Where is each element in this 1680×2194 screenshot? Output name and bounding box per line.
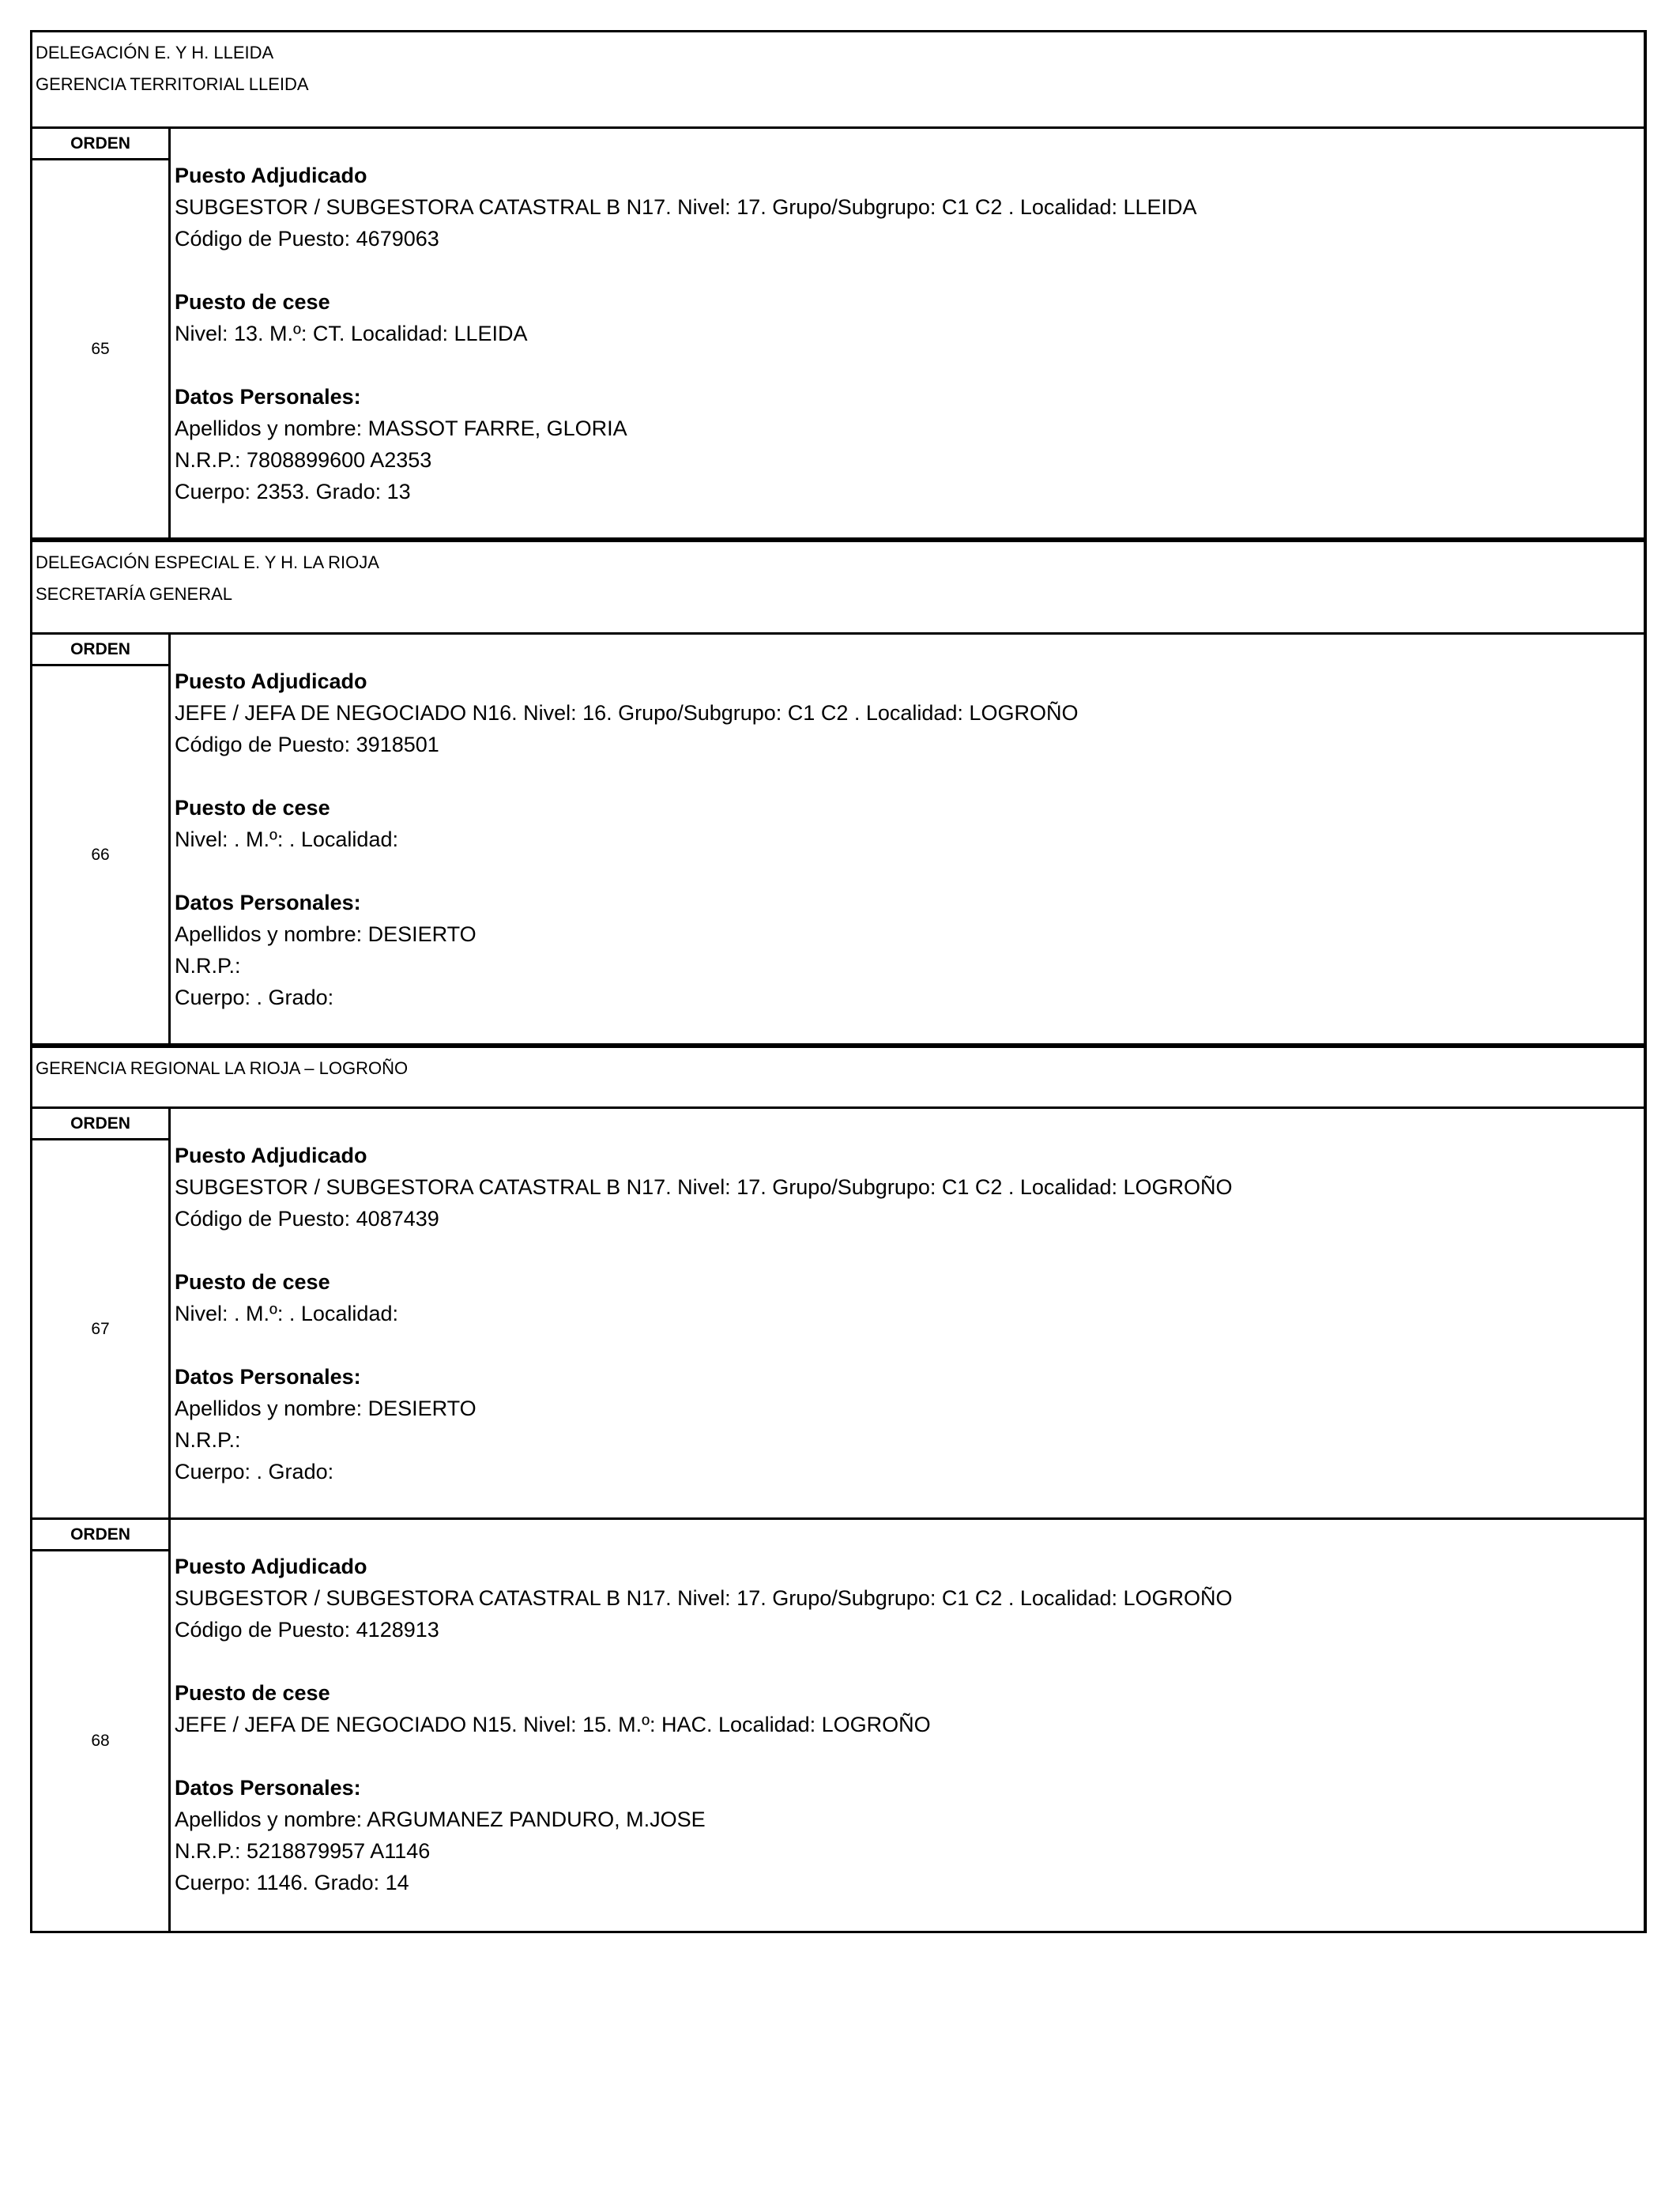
entry-details	[171, 129, 1644, 537]
entry-row	[32, 1109, 1644, 1520]
nrp: N.R.P.: 5218879957 A1146	[175, 1839, 431, 1863]
datos-personales-title: Datos Personales:	[175, 1365, 361, 1389]
puesto-cese-title: Puesto de cese	[175, 1270, 330, 1294]
entry-details	[171, 1520, 1644, 1931]
datos-personales-title: Datos Personales:	[175, 1776, 361, 1800]
apellidos-nombre: Apellidos y nombre: DESIERTO	[175, 922, 477, 946]
puesto-cese-title: Puesto de cese	[175, 1681, 330, 1705]
entry-row	[32, 129, 1644, 540]
adjudication-table	[30, 30, 1647, 1933]
delegation-name: DELEGACIÓN E. Y H. LLEIDA	[36, 43, 274, 62]
puesto-cese-value: JEFE / JEFA DE NEGOCIADO N15. Nivel: 15. M.º: HAC. Localidad: LOGROÑO	[175, 1713, 931, 1736]
orden-label: ORDEN	[32, 635, 168, 666]
orden-label: ORDEN	[32, 129, 168, 160]
puesto-cese-value: Nivel: 13. M.º: CT. Localidad: LLEIDA	[175, 322, 528, 345]
orden-number: 68	[91, 1732, 110, 1750]
puesto-adjudicado-value: SUBGESTOR / SUBGESTORA CATASTRAL B N17. Nivel: 17. Grupo/Subgrupo: C1 C2 . Localidad: LOGROÑO	[175, 1586, 1233, 1610]
orden-number: 66	[91, 845, 110, 864]
nrp: N.R.P.:	[175, 954, 241, 978]
department-name: GERENCIA TERRITORIAL LLEIDA	[36, 74, 309, 94]
puesto-cese-value: Nivel: . M.º: . Localidad:	[175, 827, 398, 851]
orden-label: ORDEN	[32, 1520, 168, 1551]
orden-number: 67	[91, 1319, 110, 1338]
puesto-cese-title: Puesto de cese	[175, 796, 330, 820]
puesto-adjudicado-title: Puesto Adjudicado	[175, 164, 367, 187]
department-name: GERENCIA REGIONAL LA RIOJA – LOGROÑO	[36, 1058, 409, 1078]
codigo-puesto: Código de Puesto: 3918501	[175, 733, 439, 756]
section-header-logrono	[32, 1046, 1644, 1109]
cuerpo-grado: Cuerpo: 2353. Grado: 13	[175, 480, 411, 503]
puesto-cese-value: Nivel: . M.º: . Localidad:	[175, 1302, 398, 1325]
puesto-adjudicado-title: Puesto Adjudicado	[175, 669, 367, 693]
cuerpo-grado: Cuerpo: . Grado:	[175, 986, 334, 1009]
puesto-adjudicado-value: SUBGESTOR / SUBGESTORA CATASTRAL B N17. Nivel: 17. Grupo/Subgrupo: C1 C2 . Localidad: LOGROÑO	[175, 1175, 1233, 1199]
codigo-puesto: Código de Puesto: 4128913	[175, 1618, 439, 1642]
entry-details	[171, 1109, 1644, 1517]
puesto-cese-title: Puesto de cese	[175, 290, 330, 314]
department-name: SECRETARÍA GENERAL	[36, 584, 232, 604]
datos-personales-title: Datos Personales:	[175, 891, 361, 914]
section-header-lleida	[32, 32, 1644, 129]
puesto-adjudicado-value: JEFE / JEFA DE NEGOCIADO N16. Nivel: 16. Grupo/Subgrupo: C1 C2 . Localidad: LOGROÑO	[175, 701, 1079, 725]
orden-column	[32, 129, 171, 537]
apellidos-nombre: Apellidos y nombre: ARGUMANEZ PANDURO, M.JOSE	[175, 1808, 706, 1831]
orden-column	[32, 1520, 171, 1931]
delegation-name: DELEGACIÓN ESPECIAL E. Y H. LA RIOJA	[36, 552, 379, 572]
orden-label: ORDEN	[32, 1109, 168, 1140]
datos-personales-title: Datos Personales:	[175, 385, 361, 409]
orden-column	[32, 635, 171, 1043]
entry-row	[32, 635, 1644, 1046]
puesto-adjudicado-value: SUBGESTOR / SUBGESTORA CATASTRAL B N17. Nivel: 17. Grupo/Subgrupo: C1 C2 . Localidad: LLEIDA	[175, 195, 1197, 219]
puesto-adjudicado-title: Puesto Adjudicado	[175, 1144, 367, 1167]
puesto-adjudicado-title: Puesto Adjudicado	[175, 1555, 367, 1578]
orden-number: 65	[91, 339, 110, 358]
section-header-la-rioja	[32, 540, 1644, 635]
orden-column	[32, 1109, 171, 1517]
apellidos-nombre: Apellidos y nombre: DESIERTO	[175, 1397, 477, 1420]
nrp: N.R.P.:	[175, 1428, 241, 1452]
codigo-puesto: Código de Puesto: 4679063	[175, 227, 439, 251]
entry-details	[171, 635, 1644, 1043]
apellidos-nombre: Apellidos y nombre: MASSOT FARRE, GLORIA	[175, 417, 627, 440]
nrp: N.R.P.: 7808899600 A2353	[175, 448, 432, 472]
cuerpo-grado: Cuerpo: 1146. Grado: 14	[175, 1871, 409, 1894]
cuerpo-grado: Cuerpo: . Grado:	[175, 1460, 334, 1483]
codigo-puesto: Código de Puesto: 4087439	[175, 1207, 439, 1231]
entry-row	[32, 1520, 1644, 1931]
